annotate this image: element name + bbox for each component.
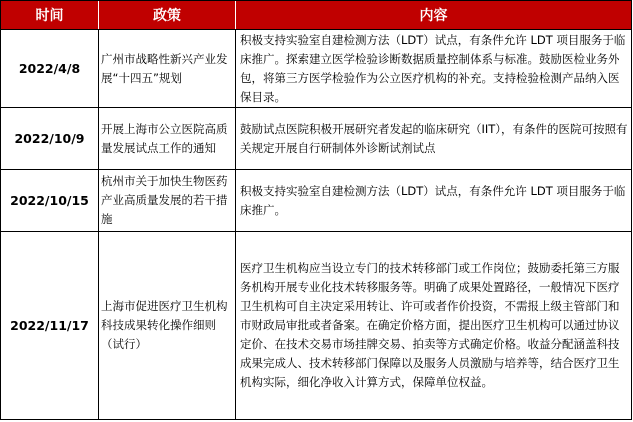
row-date: 2022/4/8: [1, 30, 99, 108]
row-date: 2022/10/9: [1, 108, 99, 170]
table-row: [1, 232, 632, 420]
header-policy: 政策: [99, 1, 236, 30]
row-content: 医疗卫生机构应当设立专门的技术转移部门或工作岗位；鼓励委托第三方服务机构开展专业化技术转移服务等。明确了成果处置路径，一般情况下医疗卫生机构可自主决定采用转让、许可或者作价投资，不需报上级主管部门和市财政局审批或者备案。在确定价格方面，提出医疗卫生机构可以通过协议定价、在技术交易市场挂牌交易、拍卖等方式确定价格。收益分配涵盖科技成果完成人、技术转移部门保障以及服务人员激励与培养等，结合医疗卫生机构实际，细化净收入计算方式，保障单位权益。: [236, 232, 632, 420]
row-policy: 广州市战略性新兴产业发展“十四五”规划: [99, 30, 236, 108]
row-date: 2022/11/17: [1, 232, 99, 420]
row-date: 2022/10/15: [1, 170, 99, 232]
row-content: 积极支持实验室自建检测方法（LDT）试点，有条件允许 LDT 项目服务于临床推广。探索建立医学检验诊断数据质量控制体系与标准。鼓励医检业务外包，将第三方医学检验作为公立医疗机构的补充。支持检验检测产品纳入医保目录。: [236, 30, 632, 108]
row-policy: 上海市促进医疗卫生机构科技成果转化操作细则（试行）: [99, 232, 236, 420]
table-header-row: [1, 1, 632, 30]
table-row: [1, 170, 632, 232]
table-row: [1, 108, 632, 170]
header-time: 时间: [1, 1, 99, 30]
row-policy: 杭州市关于加快生物医药产业高质量发展的若干措施: [99, 170, 236, 232]
header-content: 内容: [236, 1, 632, 30]
table-row: [1, 30, 632, 108]
row-content: 鼓励试点医院积极开展研究者发起的临床研究（IIT），有条件的医院可按照有关规定开展自行研制体外诊断试剂试点: [236, 108, 632, 170]
row-content: 积极支持实验室自建检测方法（LDT）试点，有条件允许 LDT 项目服务于临床推广。: [236, 170, 632, 232]
row-policy: 开展上海市公立医院高质量发展试点工作的通知: [99, 108, 236, 170]
